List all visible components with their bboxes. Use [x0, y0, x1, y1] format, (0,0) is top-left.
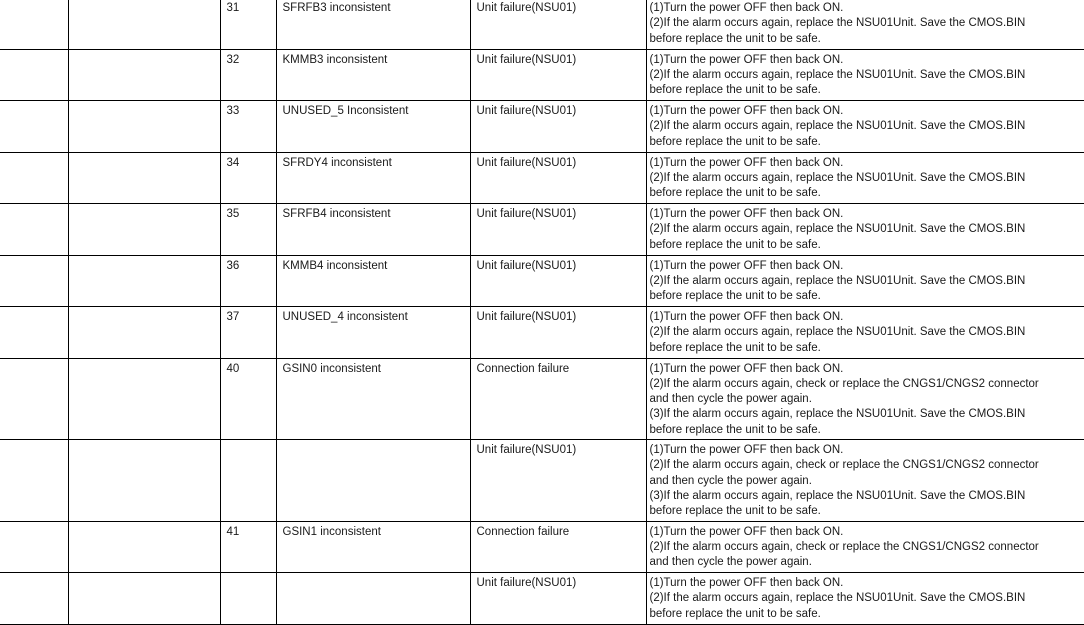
- table-row: [0, 0, 1084, 49]
- blank-cell-a: [0, 0, 68, 49]
- remedy-line: before replace the unit to be safe.: [649, 423, 821, 436]
- blank-cell-b: [68, 204, 220, 256]
- alarm-number-cell: 35: [220, 204, 276, 256]
- alarm-item-cell: [276, 573, 470, 625]
- blank-cell-a: [0, 49, 68, 101]
- blank-cell-a: [0, 152, 68, 204]
- table-row: [0, 440, 1084, 522]
- remedy-line: before replace the unit to be safe.: [649, 135, 821, 148]
- remedy-line: before replace the unit to be safe.: [649, 238, 821, 251]
- blank-cell-a: [0, 101, 68, 153]
- remedy-line: before replace the unit to be safe.: [649, 290, 821, 303]
- remedy-line: before replace the unit to be safe.: [649, 32, 821, 45]
- remedy-line: (2)If the alarm occurs again, replace the NSU01Unit. Save the CMOS.BIN: [649, 68, 1026, 81]
- alarm-item-cell: SFRDY4 inconsistent: [276, 152, 470, 204]
- remedy-line: (1)Turn the power OFF then back ON.: [649, 362, 844, 375]
- alarm-item-cell: SFRFB4 inconsistent: [276, 204, 470, 256]
- blank-cell-b: [68, 440, 220, 522]
- table-row: [0, 307, 1084, 359]
- blank-cell-a: [0, 307, 68, 359]
- alarm-item-cell: UNUSED_4 inconsistent: [276, 307, 470, 359]
- remedy-line: (2)If the alarm occurs again, replace the NSU01Unit. Save the CMOS.BIN: [649, 326, 1026, 339]
- table-row: [0, 521, 1084, 573]
- alarm-number-cell: [220, 440, 276, 522]
- alarm-item-cell: GSIN1 inconsistent: [276, 521, 470, 573]
- remedy-line: before replace the unit to be safe.: [649, 187, 821, 200]
- alarm-item-cell: KMMB3 inconsistent: [276, 49, 470, 101]
- remedy-line: before replace the unit to be safe.: [649, 607, 821, 620]
- remedy-line: (1)Turn the power OFF then back ON.: [649, 577, 844, 589]
- alarm-number-cell: [220, 573, 276, 625]
- alarm-remedy-cell: [646, 204, 1084, 256]
- alarm-cause-cell: Unit failure(NSU01): [470, 573, 646, 625]
- alarm-cause-cell: Unit failure(NSU01): [470, 101, 646, 153]
- alarm-number-cell: 37: [220, 307, 276, 359]
- remedy-line: (3)If the alarm occurs again, replace the NSU01Unit. Save the CMOS.BIN: [649, 408, 1026, 421]
- table-row: [0, 573, 1084, 625]
- table-row: [0, 101, 1084, 153]
- alarm-item-cell: UNUSED_5 Inconsistent: [276, 101, 470, 153]
- remedy-line: (2)If the alarm occurs again, check or replace the CNGS1/CNGS2 connector: [649, 377, 1039, 390]
- remedy-line: (1)Turn the power OFF then back ON.: [649, 525, 844, 538]
- remedy-line: (2)If the alarm occurs again, replace the NSU01Unit. Save the CMOS.BIN: [649, 592, 1026, 605]
- alarm-cause-cell: Unit failure(NSU01): [470, 152, 646, 204]
- blank-cell-b: [68, 0, 220, 49]
- remedy-line: (1)Turn the power OFF then back ON.: [649, 105, 844, 117]
- blank-cell-a: [0, 440, 68, 522]
- alarm-item-cell: KMMB4 inconsistent: [276, 255, 470, 307]
- remedy-line: (2)If the alarm occurs again, replace the NSU01Unit. Save the CMOS.BIN: [649, 120, 1026, 133]
- blank-cell-b: [68, 101, 220, 153]
- table-row: [0, 49, 1084, 101]
- blank-cell-b: [68, 307, 220, 359]
- blank-cell-b: [68, 49, 220, 101]
- alarm-number-cell: 40: [220, 358, 276, 440]
- remedy-line: (1)Turn the power OFF then back ON.: [649, 208, 844, 220]
- blank-cell-b: [68, 152, 220, 204]
- alarm-cause-cell: Unit failure(NSU01): [470, 49, 646, 101]
- blank-cell-b: [68, 255, 220, 307]
- remedy-line: (2)If the alarm occurs again, replace the NSU01Unit. Save the CMOS.BIN: [649, 223, 1026, 236]
- alarm-remedy-cell: [646, 152, 1084, 204]
- alarm-cause-cell: Unit failure(NSU01): [470, 440, 646, 522]
- remedy-line: (2)If the alarm occurs again, check or replace the CNGS1/CNGS2 connector: [649, 540, 1039, 553]
- remedy-line: (2)If the alarm occurs again, replace the NSU01Unit. Save the CMOS.BIN: [649, 17, 1026, 30]
- alarm-number-cell: 32: [220, 49, 276, 101]
- alarm-cause-cell: Connection failure: [470, 358, 646, 440]
- alarm-remedy-cell: [646, 101, 1084, 153]
- remedy-line: before replace the unit to be safe.: [649, 84, 821, 97]
- blank-cell-a: [0, 204, 68, 256]
- alarm-item-cell: GSIN0 inconsistent: [276, 358, 470, 440]
- remedy-line: (1)Turn the power OFF then back ON.: [649, 2, 844, 14]
- remedy-line: (1)Turn the power OFF then back ON.: [649, 259, 844, 272]
- remedy-line: (1)Turn the power OFF then back ON.: [649, 311, 844, 323]
- remedy-line: (2)If the alarm occurs again, replace the NSU01Unit. Save the CMOS.BIN: [649, 274, 1026, 287]
- remedy-line: (2)If the alarm occurs again, check or replace the CNGS1/CNGS2 connector: [649, 459, 1039, 472]
- alarm-number-cell: 31: [220, 0, 276, 49]
- remedy-line: (2)If the alarm occurs again, replace the NSU01Unit. Save the CMOS.BIN: [649, 171, 1026, 184]
- remedy-line: and then cycle the power again.: [649, 556, 812, 569]
- table-row: [0, 255, 1084, 307]
- alarm-remedy-cell: [646, 255, 1084, 307]
- alarm-cause-cell: Unit failure(NSU01): [470, 255, 646, 307]
- remedy-line: (1)Turn the power OFF then back ON.: [649, 53, 844, 66]
- alarm-remedy-cell: [646, 49, 1084, 101]
- table-row: [0, 358, 1084, 440]
- alarm-remedy-cell: [646, 307, 1084, 359]
- alarm-number-cell: 41: [220, 521, 276, 573]
- alarm-item-cell: SFRFB3 inconsistent: [276, 0, 470, 49]
- alarm-remedy-cell: [646, 440, 1084, 522]
- alarm-item-cell: [276, 440, 470, 522]
- blank-cell-a: [0, 358, 68, 440]
- remedy-line: before replace the unit to be safe.: [649, 505, 821, 518]
- blank-cell-b: [68, 358, 220, 440]
- table-row: [0, 152, 1084, 204]
- alarm-cause-cell: Unit failure(NSU01): [470, 307, 646, 359]
- alarm-number-cell: 36: [220, 255, 276, 307]
- blank-cell-b: [68, 521, 220, 573]
- table-row: [0, 204, 1084, 256]
- remedy-line: and then cycle the power again.: [649, 474, 812, 487]
- blank-cell-a: [0, 255, 68, 307]
- remedy-line: (1)Turn the power OFF then back ON.: [649, 156, 844, 169]
- remedy-line: and then cycle the power again.: [649, 393, 812, 406]
- alarm-number-cell: 34: [220, 152, 276, 204]
- alarm-remedy-cell: [646, 358, 1084, 440]
- blank-cell-a: [0, 521, 68, 573]
- alarm-cause-cell: Unit failure(NSU01): [470, 204, 646, 256]
- alarm-remedy-cell: [646, 521, 1084, 573]
- remedy-line: (3)If the alarm occurs again, replace the NSU01Unit. Save the CMOS.BIN: [649, 489, 1026, 502]
- blank-cell-a: [0, 573, 68, 625]
- alarm-number-cell: 33: [220, 101, 276, 153]
- remedy-line: (1)Turn the power OFF then back ON.: [649, 444, 844, 456]
- alarm-cause-cell: Unit failure(NSU01): [470, 0, 646, 49]
- alarm-remedy-cell: [646, 573, 1084, 625]
- blank-cell-b: [68, 573, 220, 625]
- alarm-cause-cell: Connection failure: [470, 521, 646, 573]
- alarm-remedy-cell: [646, 0, 1084, 49]
- remedy-line: before replace the unit to be safe.: [649, 341, 821, 354]
